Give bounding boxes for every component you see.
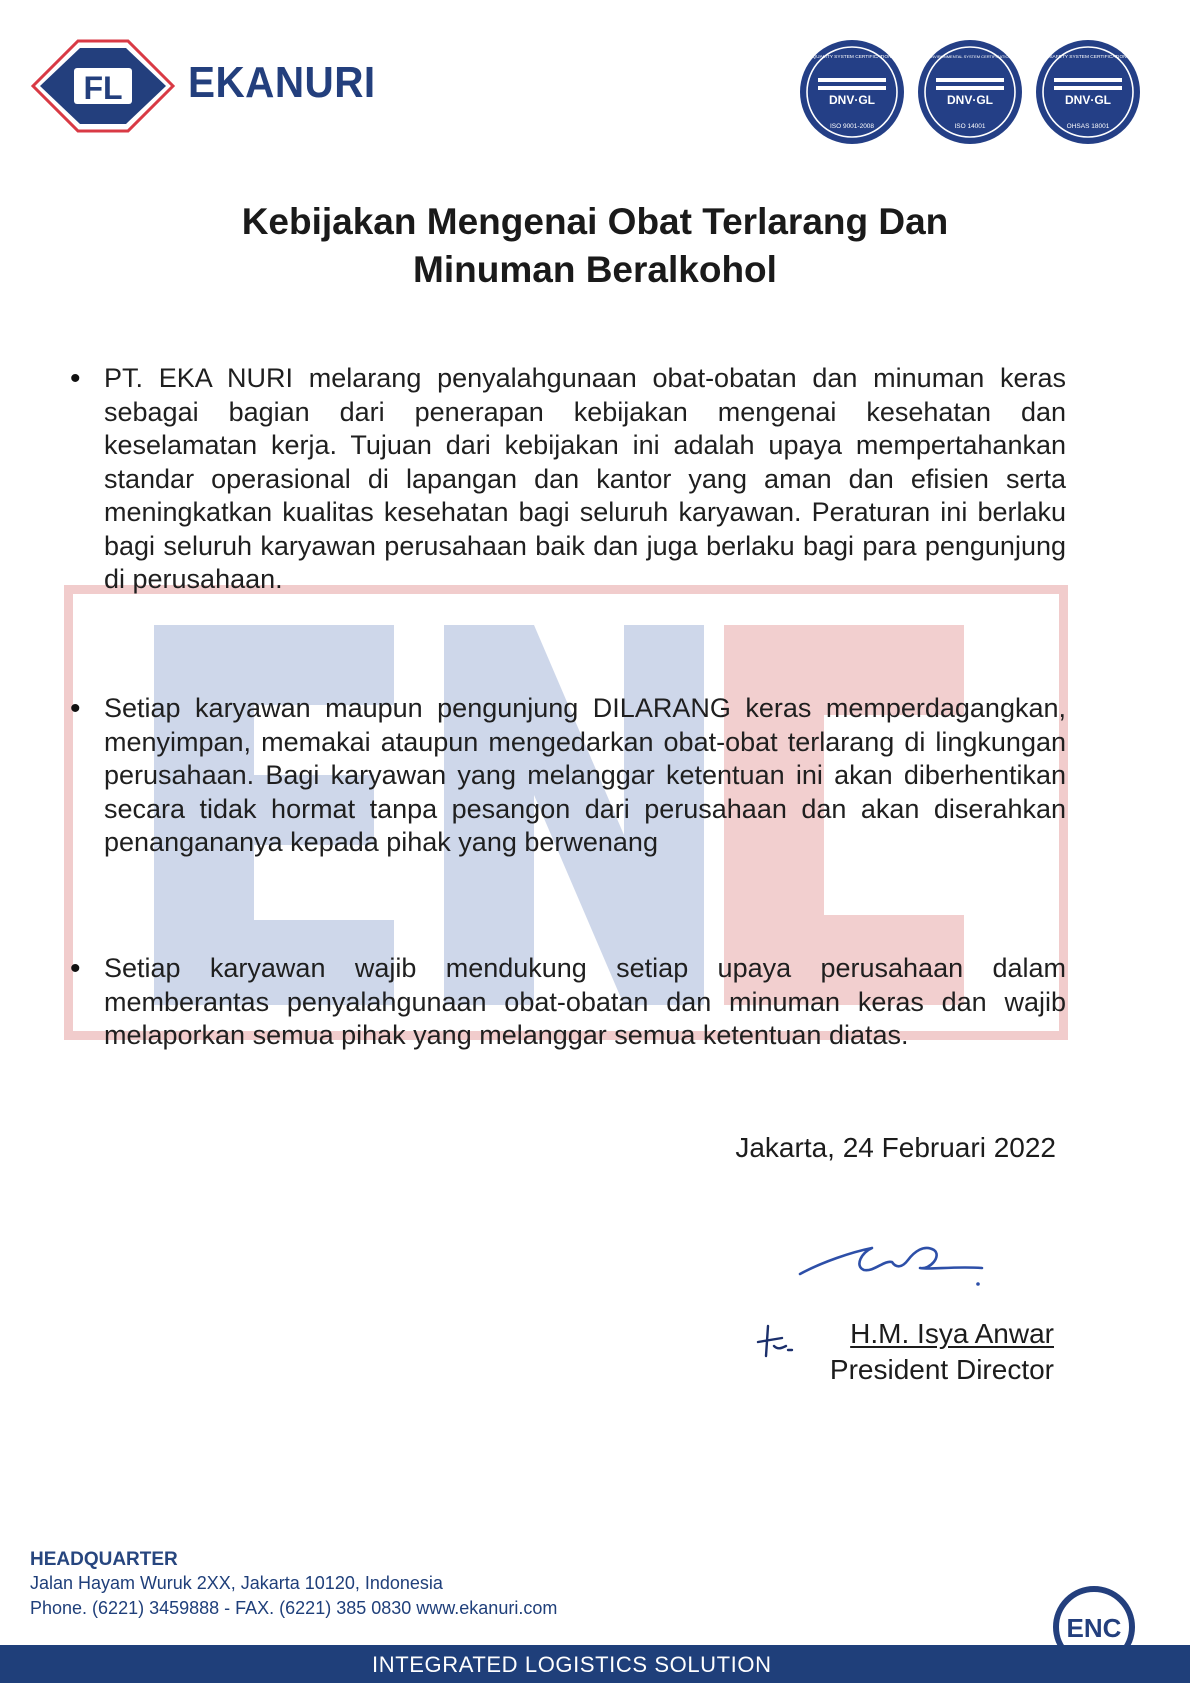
cert-top-text: ENVIRONMENTAL SYSTEM CERTIFICATION (928, 54, 1012, 59)
headquarter-label: HEADQUARTER (30, 1549, 178, 1570)
document-title (110, 198, 1080, 294)
title-line-1: Kebijakan Mengenai Obat Terlarang Dan (241, 201, 949, 242)
cert-top-text: SAFETY SYSTEM CERTIFICATION (1049, 55, 1127, 60)
cert-standard: ISO 14001 (954, 123, 986, 130)
cert-top-text: QUALITY SYSTEM CERTIFICATION (812, 55, 892, 60)
certification-badges (798, 38, 1142, 146)
bullet-point: • (70, 952, 81, 985)
initial-mark (752, 1320, 794, 1360)
watermark-text: ENC (564, 825, 568, 826)
cert-badge-iso14001 (916, 38, 1024, 146)
cert-badge-ohsas18001 (1034, 38, 1142, 146)
headquarter-contact: Phone. (6221) 3459888 - FAX. (6221) 385 0830 www.ekanuri.com (30, 1598, 558, 1618)
policy-text: Setiap karyawan maupun pengunjung DILARANG keras memperdagangkan, menyimpan, memakai ataupun mengedarkan obat-obat terlarang di lingkungan perusahaan. Bagi karyawan yang melanggar ketentuan ini akan diberhentikan secara tidak hormat tanpa pesangon dari perusahaan dan akan diserahkan penangananya kepada pihak yang berwenang (104, 693, 1066, 857)
cert-brand: DNV·GL (829, 93, 875, 107)
policy-paragraph (70, 952, 1066, 1053)
policy-paragraph (70, 362, 1066, 597)
signer-name: H.M. Isya Anwar (850, 1318, 1054, 1349)
company-logo (30, 38, 390, 134)
policy-text: Setiap karyawan wajib mendukung setiap upaya perusahaan dalam memberantas penyalahgunaan obat-obatan dan minuman keras dan wajib melaporkan semua pihak yang melanggar semua ketentuan diatas. (104, 953, 1066, 1050)
policy-text: PT. EKA NURI melarang penyalahgunaan obat-obatan dan minuman keras sebagai bagian dari penerapan kebijakan mengenai kesehatan dan keselamatan kerja. Tujuan dari kebijakan ini adalah upaya mempertahankan standar operasional di lapangan dan kantor yang aman dan efisien serta meningkatkan kualitas kesehatan bagi seluruh karyawan. Peraturan ini berlaku bagi seluruh karyawan perusahaan baik dan juga berlaku bagi para pengunjung di perusahaan. (104, 363, 1066, 594)
cert-standard: OHSAS 18001 (1066, 123, 1110, 130)
bullet-point: • (70, 692, 81, 725)
signer-title: President Director (829, 1354, 1054, 1385)
cert-brand: DNV·GL (1065, 93, 1111, 107)
badge-text: ENC (1066, 1613, 1122, 1643)
ekanuri-logo-mark (30, 38, 176, 134)
cert-standard: ISO 9001-2008 (829, 123, 875, 130)
handwritten-signature (792, 1222, 992, 1292)
title-line-2: Minuman Beralkohol (413, 249, 777, 290)
cert-badge-iso9001 (798, 38, 906, 146)
logo-monogram: FL (83, 70, 123, 106)
document-date: Jakarta, 24 Februari 2022 (735, 1132, 1056, 1163)
policy-paragraph (70, 692, 1066, 860)
company-name: EKANURI (188, 58, 376, 107)
bullet-point: • (70, 362, 81, 395)
headquarter-address: Jalan Hayam Wuruk 2XX, Jakarta 10120, Indonesia (30, 1573, 443, 1593)
cert-brand: DNV·GL (947, 93, 993, 107)
footer-bar (0, 1645, 1190, 1683)
footer-tagline: INTEGRATED LOGISTICS SOLUTION (372, 1652, 772, 1677)
